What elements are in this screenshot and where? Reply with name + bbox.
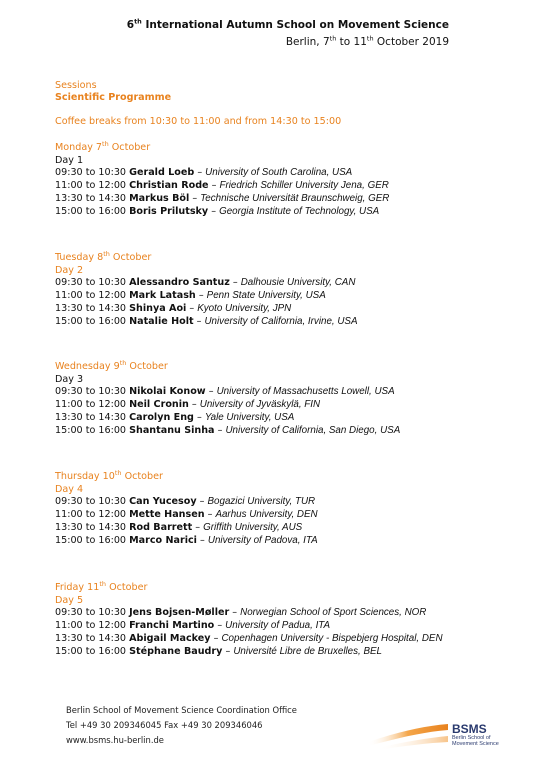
session-row — [55, 399, 320, 411]
separator: – — [195, 290, 207, 302]
session-row — [55, 180, 389, 192]
document-title: 6th International Autumn School on Movement Science — [126, 17, 449, 31]
session-row — [55, 193, 389, 205]
logo-abbreviation: BSMS — [452, 722, 487, 736]
separator: – — [229, 277, 241, 289]
sessions-heading: Sessions — [55, 80, 97, 91]
speaker-affiliation: University of Padua, ITA — [225, 620, 331, 632]
session-row — [55, 607, 426, 619]
session-time: 11:00 to 12:00 — [55, 290, 127, 302]
logo-line2: Movement Science — [452, 741, 499, 747]
session-time: 09:30 to 10:30 — [55, 496, 127, 508]
separator: – — [189, 192, 201, 204]
speaker-affiliation: Technische Universität Braunschweig, GER — [200, 192, 390, 204]
speaker-name: Nikolai Konow — [129, 386, 206, 398]
session-row — [55, 425, 400, 437]
session-time: 11:00 to 12:00 — [55, 399, 127, 411]
speaker-name: Markus Böl — [129, 192, 190, 204]
session-row — [55, 646, 382, 658]
session-time: 13:30 to 14:30 — [55, 411, 127, 423]
separator: – — [214, 620, 226, 632]
speaker-name: Alessandro Santuz — [129, 277, 230, 289]
session-time: 09:30 to 10:30 — [55, 386, 127, 398]
speaker-name: Shinya Aoi — [129, 302, 187, 314]
day-heading: Wednesday 9th October — [55, 358, 168, 372]
session-time: 15:00 to 16:00 — [55, 315, 127, 327]
speaker-name: Gerald Loeb — [129, 167, 195, 179]
separator: – — [214, 424, 226, 436]
session-time: 13:30 to 14:30 — [55, 302, 127, 314]
speaker-name: Can Yucesoy — [129, 496, 197, 508]
session-row — [55, 316, 357, 328]
speaker-affiliation: Bogazici University, TUR — [207, 496, 316, 508]
session-time: 13:30 to 14:30 — [55, 632, 127, 644]
speaker-name: Carolyn Eng — [129, 411, 194, 423]
document-date: Berlin, 7th to 11th October 2019 — [285, 34, 449, 48]
speaker-affiliation: University of South Carolina, USA — [205, 167, 353, 179]
session-row — [55, 496, 315, 508]
session-row — [55, 509, 318, 521]
separator: – — [222, 645, 234, 657]
speaker-name: Mette Hansen — [129, 509, 205, 521]
session-row — [55, 620, 330, 632]
day-label: Day 3 — [55, 373, 84, 385]
speaker-affiliation: Georgia Institute of Technology, USA — [219, 205, 380, 217]
separator: – — [196, 534, 208, 546]
day-heading: Tuesday 8th October — [55, 249, 152, 263]
speaker-affiliation: Copenhagen University - Bispebjerg Hospital, DEN — [221, 632, 443, 644]
session-row — [55, 535, 318, 547]
separator: – — [204, 509, 216, 521]
session-time: 15:00 to 16:00 — [55, 534, 127, 546]
speaker-name: Jens Bojsen-Møller — [129, 607, 230, 619]
coffee-breaks-note: Coffee breaks from 10:30 to 11:00 and from 14:30 to 15:00 — [55, 116, 342, 127]
speaker-name: Rod Barrett — [129, 521, 193, 533]
speaker-affiliation: University of Padova, ITA — [207, 534, 318, 546]
speaker-name: Mark Latash — [129, 290, 196, 302]
separator: – — [186, 302, 198, 314]
separator: – — [194, 167, 206, 179]
speaker-affiliation: University of California, Irvine, USA — [204, 315, 358, 327]
speaker-name: Shantanu Sinha — [129, 424, 215, 436]
speaker-affiliation: Université Libre de Bruxelles, BEL — [233, 645, 382, 657]
session-time: 13:30 to 14:30 — [55, 192, 127, 204]
speaker-affiliation: University of Jyväskylä, FIN — [199, 399, 321, 411]
speaker-affiliation: University of Massachusetts Lowell, USA — [216, 386, 395, 398]
session-row — [55, 412, 294, 424]
logo-line1: Berlin School of — [452, 735, 491, 741]
speaker-name: Stéphane Baudry — [129, 645, 223, 657]
separator: – — [210, 632, 222, 644]
session-time: 09:30 to 10:30 — [55, 167, 127, 179]
session-row — [55, 206, 379, 218]
separator: – — [193, 315, 205, 327]
day-heading: Thursday 10th October — [55, 468, 163, 482]
speaker-name: Abigail Mackey — [129, 632, 211, 644]
speaker-affiliation: Griffith University, AUS — [203, 521, 303, 533]
separator: – — [208, 205, 220, 217]
separator: – — [192, 521, 204, 533]
session-row — [55, 290, 326, 302]
separator: – — [193, 411, 205, 423]
speaker-name: Neil Cronin — [129, 399, 189, 411]
session-row — [55, 303, 291, 315]
speaker-affiliation: Aarhus University, DEN — [215, 509, 318, 521]
day-heading: Friday 11th October — [55, 579, 148, 593]
session-row — [55, 522, 302, 534]
separator: – — [196, 496, 208, 508]
session-time: 15:00 to 16:00 — [55, 645, 127, 657]
session-row — [55, 167, 352, 179]
footer-org: Berlin School of Movement Science Coordination Office — [66, 705, 297, 715]
session-time: 15:00 to 16:00 — [55, 205, 127, 217]
session-time: 09:30 to 10:30 — [55, 607, 127, 619]
day-label: Day 1 — [55, 154, 84, 166]
session-row — [55, 386, 395, 398]
speaker-affiliation: Penn State University, USA — [206, 290, 326, 302]
speaker-name: Natalie Holt — [129, 315, 194, 327]
speaker-name: Marco Narici — [129, 534, 197, 546]
speaker-affiliation: Norwegian School of Sport Sciences, NOR — [240, 607, 427, 619]
separator: – — [229, 607, 241, 619]
day-label: Day 5 — [55, 594, 84, 606]
speaker-affiliation: Kyoto University, JPN — [197, 302, 292, 314]
speaker-affiliation: Yale University, USA — [204, 411, 295, 423]
session-time: 11:00 to 12:00 — [55, 509, 127, 521]
speaker-name: Boris Prilutsky — [129, 205, 209, 217]
footer-phone: Tel +49 30 209346045 Fax +49 30 209346046 — [66, 720, 263, 730]
session-time: 09:30 to 10:30 — [55, 277, 127, 289]
session-time: 15:00 to 16:00 — [55, 424, 127, 436]
day-label: Day 2 — [55, 264, 84, 276]
session-time: 13:30 to 14:30 — [55, 521, 127, 533]
session-time: 11:00 to 12:00 — [55, 620, 127, 632]
speaker-affiliation: University of California, San Diego, USA — [225, 424, 401, 436]
session-row — [55, 633, 443, 645]
day-heading: Monday 7th October — [55, 139, 151, 153]
session-row — [55, 277, 355, 289]
separator: – — [188, 399, 200, 411]
footer-website[interactable]: www.bsms.hu-berlin.de — [66, 735, 164, 745]
bsms-logo — [368, 720, 508, 752]
session-time: 11:00 to 12:00 — [55, 180, 127, 192]
speaker-affiliation: Friedrich Schiller University Jena, GER — [219, 180, 389, 192]
separator: – — [208, 180, 220, 192]
day-label: Day 4 — [55, 483, 84, 495]
speaker-affiliation: Dalhousie University, CAN — [240, 277, 356, 289]
speaker-name: Franchi Martino — [129, 620, 215, 632]
programme-heading: Scientific Programme — [55, 92, 172, 103]
separator: – — [205, 386, 217, 398]
speaker-name: Christian Rode — [129, 180, 209, 192]
